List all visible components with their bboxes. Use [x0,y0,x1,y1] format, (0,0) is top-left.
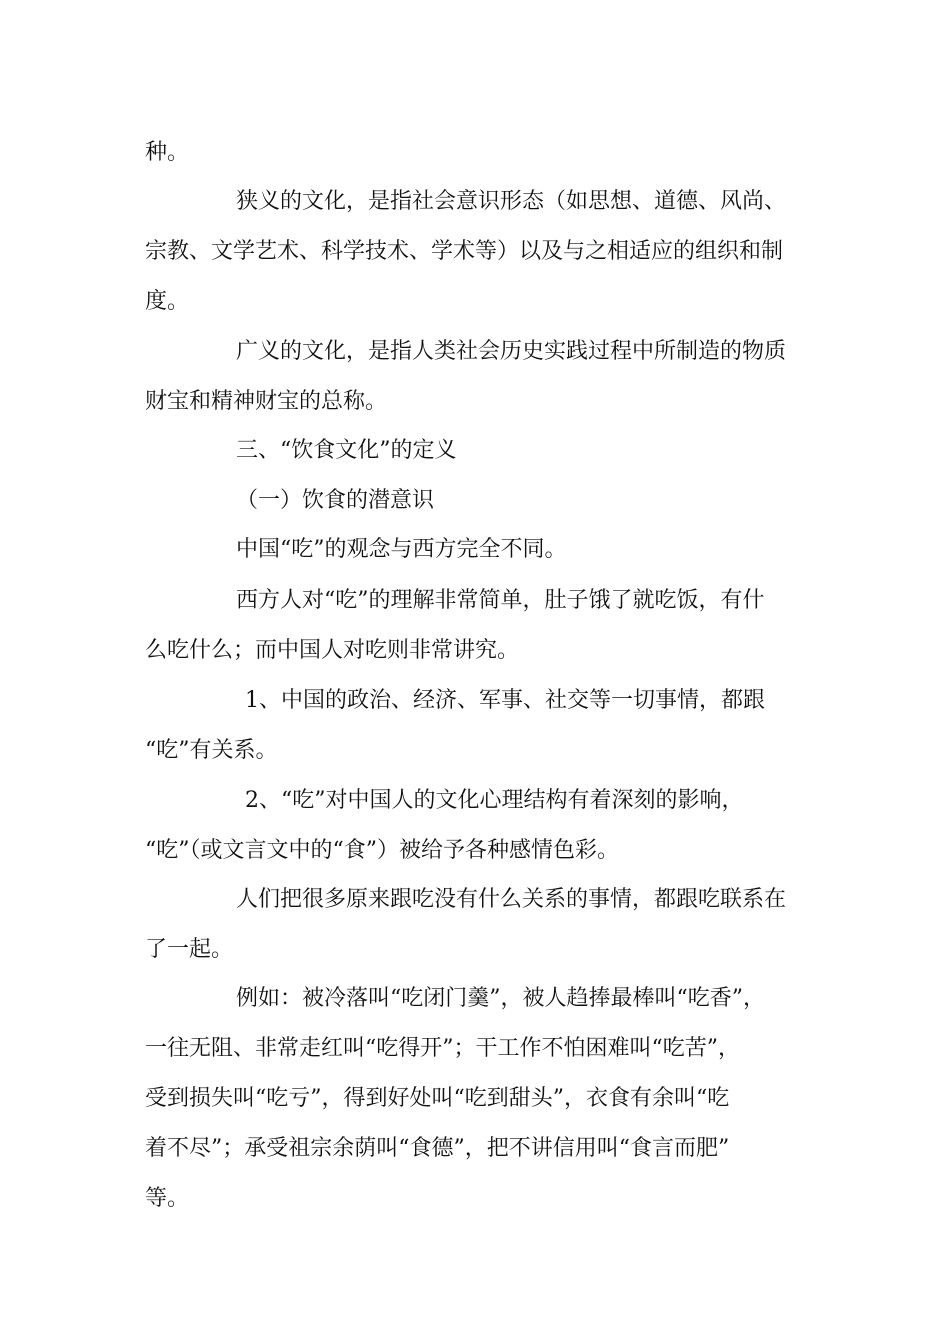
text-line: 等。 [145,1186,190,1211]
paragraph: 中国“吃”的观念与西方完全不同。 [236,537,567,562]
subsection-heading: （一）饮食的潜意识 [236,488,435,513]
list-item: 1、中国的政治、经济、军事、社交等一切事情，都跟 [245,688,765,713]
text-line: 一往无阻、非常走红叫“吃得开”；干工作不怕困难叫“吃苦”， [145,1036,740,1061]
text-line: 宗教、文学艺术、科学技术、学术等）以及与之相适应的组织和制 [145,239,784,264]
text-line: 了一起。 [145,937,234,962]
text-line: 度。 [145,289,190,314]
paragraph-narrow-culture: 狭义的文化，是指社会意识形态（如思想、道德、风尚、 [236,189,787,214]
paragraph-broad-culture: 广义的文化，是指人类社会历史实践过程中所制造的物质 [236,339,787,364]
list-item: 2、“吃”对中国人的文化心理结构有着深刻的影响， [245,788,744,813]
text-line: 着不尽”；承受祖宗余荫叫“食德”，把不讲信用叫“食言而肥” [145,1136,730,1161]
section-heading: 三、“饮食文化”的定义 [236,438,457,463]
text-line: 么吃什么；而中国人对吃则非常讲究。 [145,638,520,663]
text-line: 受到损失叫“吃亏”，得到好处叫“吃到甜头”，衣食有余叫“吃 [145,1086,730,1111]
text-line: 种。 [145,140,190,165]
paragraph-examples: 例如：被冷落叫“吃闭门羹”，被人趋捧最棒叫“吃香”， [236,986,765,1011]
paragraph: 西方人对“吃”的理解非常简单，肚子饿了就吃饭，有什 [236,588,765,613]
paragraph: 人们把很多原来跟吃没有什么关系的事情，都跟吃联系在 [236,887,787,912]
text-line: “吃”（或文言文中的“食”）被给予各种感情色彩。 [145,838,619,863]
text-line: “吃”有关系。 [145,738,278,763]
text-line: 财宝和精神财宝的总称。 [145,389,388,414]
